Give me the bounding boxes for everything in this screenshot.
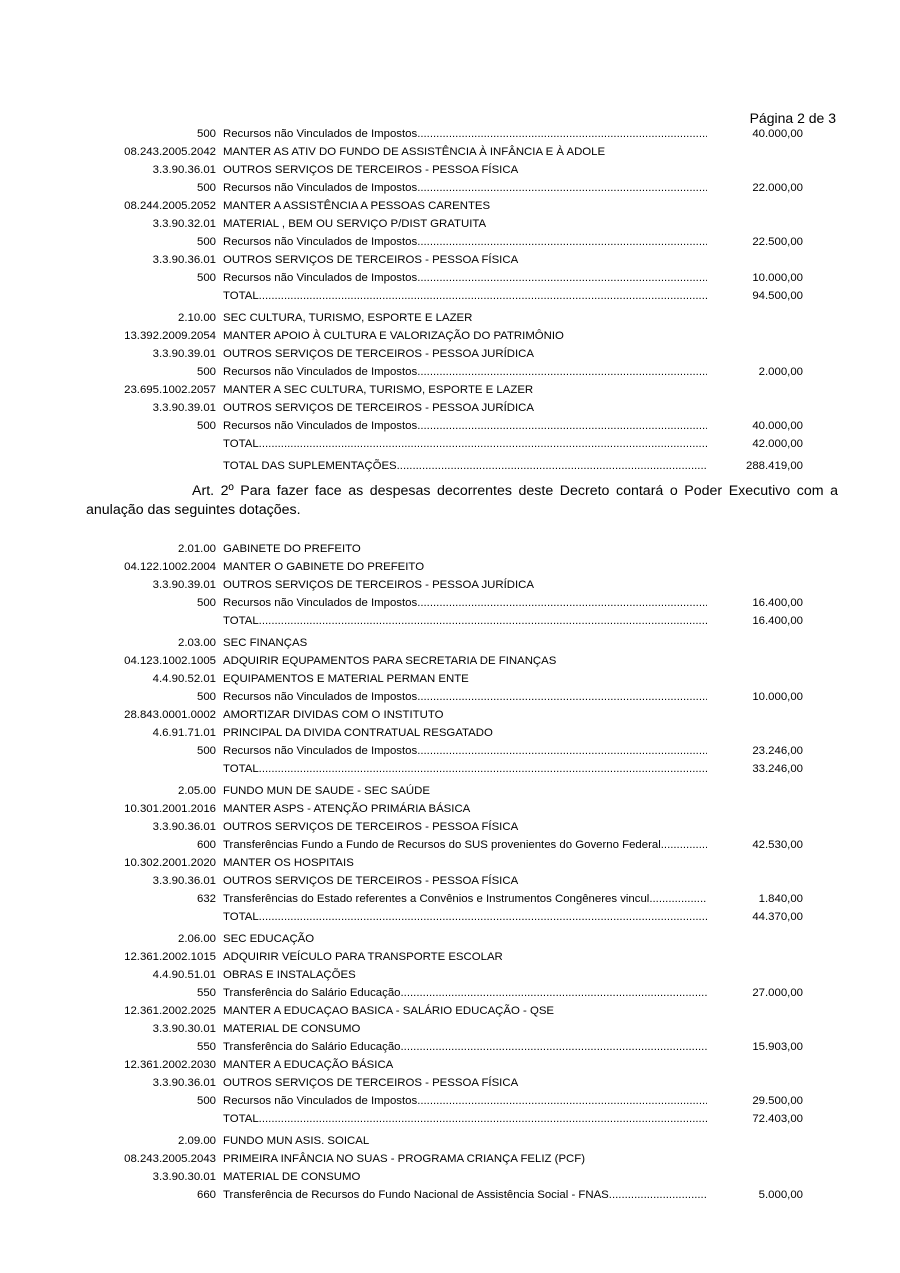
ledger-row	[0, 143, 900, 161]
row-description	[223, 1092, 707, 1110]
row-description-text: MATERIAL DE CONSUMO	[223, 1023, 361, 1035]
row-description	[223, 1056, 707, 1074]
row-code: 500	[196, 420, 216, 432]
row-description	[223, 345, 707, 363]
row-description-text: TOTAL	[223, 290, 259, 302]
row-description-text: MANTER A ASSISTÊNCIA A PESSOAS CARENTES	[223, 200, 491, 212]
row-description-text: Recursos não Vinculados de Impostos	[223, 691, 418, 703]
row-description-text: FUNDO MUN DE SAUDE - SEC SAÚDE	[223, 785, 430, 797]
row-value: 10.000,00	[752, 272, 803, 284]
ledger-row	[0, 435, 900, 453]
row-description	[223, 457, 707, 475]
row-code: 3.3.90.36.01	[152, 164, 216, 176]
row-description-text: MANTER A SEC CULTURA, TURISMO, ESPORTE E LAZER	[223, 384, 534, 396]
row-description	[223, 197, 707, 215]
ledger-row	[0, 1038, 900, 1056]
row-code: 3.3.90.30.01	[152, 1171, 216, 1183]
ledger-row	[0, 345, 900, 363]
ledger-row	[0, 540, 900, 558]
row-description-text: SEC CULTURA, TURISMO, ESPORTE E LAZER	[223, 312, 473, 324]
row-description	[223, 417, 707, 435]
row-description-text: Transferências Fundo a Fundo de Recursos do SUS provenientes do Governo Federal	[223, 839, 661, 851]
row-description-text: MANTER A EDUCAÇÃO BÁSICA	[223, 1059, 394, 1071]
row-description	[223, 612, 707, 630]
ledger-row	[0, 363, 900, 381]
row-description	[223, 309, 707, 327]
row-description	[223, 594, 707, 612]
row-code: 500	[196, 128, 216, 140]
ledger-row	[0, 233, 900, 251]
row-value: 5.000,00	[758, 1189, 803, 1201]
row-value: 27.000,00	[752, 987, 803, 999]
row-description	[223, 125, 707, 143]
row-code: 500	[196, 1095, 216, 1107]
row-description	[223, 634, 707, 652]
row-description	[223, 890, 707, 908]
ledger-row	[0, 576, 900, 594]
row-description-text: MANTER ASPS - ATENÇÃO PRIMÁRIA BÁSICA	[223, 803, 471, 815]
row-description-text: OUTROS SERVIÇOS DE TERCEIROS - PESSOA FÍSICA	[223, 254, 519, 266]
row-description	[223, 724, 707, 742]
row-code: 500	[196, 272, 216, 284]
row-value: 94.500,00	[752, 290, 803, 302]
ledger-row	[0, 612, 900, 630]
row-description-text: MANTER APOIO À CULTURA E VALORIZAÇÃO DO PATRIMÔNIO	[223, 330, 564, 342]
ledger-row	[0, 782, 900, 800]
row-description	[223, 363, 707, 381]
row-description-text: OUTROS SERVIÇOS DE TERCEIROS - PESSOA JURÍDICA	[223, 579, 534, 591]
ledger-row	[0, 706, 900, 724]
row-description	[223, 540, 707, 558]
row-description	[223, 399, 707, 417]
row-code: 13.392.2009.2054	[124, 330, 216, 342]
ledger-row	[0, 251, 900, 269]
row-code: 600	[196, 839, 216, 851]
row-description	[223, 161, 707, 179]
row-description-text: Recursos não Vinculados de Impostos	[223, 420, 418, 432]
ledger-row	[0, 760, 900, 778]
row-description	[223, 1168, 707, 1186]
row-description	[223, 1132, 707, 1150]
ledger-row	[0, 269, 900, 287]
row-description-text: Transferência do Salário Educação	[223, 1041, 401, 1053]
row-description-text: OUTROS SERVIÇOS DE TERCEIROS - PESSOA JURÍDICA	[223, 348, 534, 360]
annulment-list	[0, 540, 900, 1204]
ledger-row	[0, 125, 900, 143]
ledger-row	[0, 1168, 900, 1186]
ledger-row	[0, 984, 900, 1002]
row-code: 500	[196, 236, 216, 248]
row-code: 500	[196, 745, 216, 757]
ledger-row	[0, 930, 900, 948]
row-code: 660	[196, 1189, 216, 1201]
row-code: 10.302.2001.2020	[124, 857, 216, 869]
row-code: 550	[196, 1041, 216, 1053]
row-description	[223, 1110, 707, 1128]
row-description	[223, 836, 707, 854]
row-description-text: Recursos não Vinculados de Impostos	[223, 597, 418, 609]
row-code: 08.243.2005.2042	[124, 146, 216, 158]
row-description	[223, 706, 707, 724]
row-code: 4.4.90.51.01	[152, 969, 216, 981]
ledger-row	[0, 724, 900, 742]
row-code: 08.243.2005.2043	[124, 1153, 216, 1165]
ledger-row	[0, 1110, 900, 1128]
row-description	[223, 1038, 707, 1056]
ledger-row	[0, 197, 900, 215]
row-value: 1.840,00	[758, 893, 803, 905]
row-description-text: MANTER AS ATIV DO FUNDO DE ASSISTÊNCIA À INFÂNCIA E À ADOLE	[223, 146, 606, 158]
row-description-text: MATERIAL , BEM OU SERVIÇO P/DIST GRATUITA	[223, 218, 487, 230]
row-description-text: PRINCIPAL DA DIVIDA CONTRATUAL RESGATADO	[223, 727, 493, 739]
row-description	[223, 930, 707, 948]
row-description-text: SEC EDUCAÇÃO	[223, 933, 315, 945]
row-description-text: OUTROS SERVIÇOS DE TERCEIROS - PESSOA JURÍDICA	[223, 402, 534, 414]
row-value: 10.000,00	[752, 691, 803, 703]
row-code: 2.10.00	[177, 312, 216, 324]
row-code: 2.09.00	[177, 1135, 216, 1147]
row-description	[223, 742, 707, 760]
row-description	[223, 966, 707, 984]
ledger-row	[0, 457, 900, 475]
row-description-text: ADQUIRIR VEÍCULO PARA TRANSPORTE ESCOLAR	[223, 951, 503, 963]
row-description-text: MATERIAL DE CONSUMO	[223, 1171, 361, 1183]
ledger-row	[0, 948, 900, 966]
ledger-row	[0, 215, 900, 233]
row-code: 08.244.2005.2052	[124, 200, 216, 212]
row-description	[223, 782, 707, 800]
ledger-row	[0, 287, 900, 305]
row-code: 3.3.90.36.01	[152, 1077, 216, 1089]
ledger-row	[0, 1020, 900, 1038]
row-value: 22.500,00	[752, 236, 803, 248]
row-value: 33.246,00	[752, 763, 803, 775]
row-code: 3.3.90.32.01	[152, 218, 216, 230]
row-code: 2.06.00	[177, 933, 216, 945]
row-description	[223, 576, 707, 594]
row-description-text: Recursos não Vinculados de Impostos	[223, 1095, 418, 1107]
row-value: 40.000,00	[752, 420, 803, 432]
row-description-text: GABINETE DO PREFEITO	[223, 543, 361, 555]
ledger-row	[0, 1186, 900, 1204]
row-description	[223, 984, 707, 1002]
ledger-row	[0, 381, 900, 399]
supplementation-list	[0, 125, 900, 475]
row-description	[223, 287, 707, 305]
row-description	[223, 854, 707, 872]
row-description-text: Recursos não Vinculados de Impostos	[223, 128, 418, 140]
ledger-row	[0, 1002, 900, 1020]
row-description-text: Recursos não Vinculados de Impostos	[223, 182, 418, 194]
row-description	[223, 818, 707, 836]
row-code: 2.03.00	[177, 637, 216, 649]
page-number: Página 2 de 3	[749, 110, 836, 126]
ledger-row	[0, 1132, 900, 1150]
row-code: 12.361.2002.2030	[124, 1059, 216, 1071]
row-value: 72.403,00	[752, 1113, 803, 1125]
row-code: 12.361.2002.1015	[124, 951, 216, 963]
ledger-row	[0, 1092, 900, 1110]
row-code: 3.3.90.39.01	[152, 402, 216, 414]
ledger-row	[0, 670, 900, 688]
row-code: 500	[196, 597, 216, 609]
row-code: 2.01.00	[177, 543, 216, 555]
row-code: 632	[196, 893, 216, 905]
row-description-text: TOTAL	[223, 615, 259, 627]
ledger-row	[0, 634, 900, 652]
row-code: 3.3.90.39.01	[152, 579, 216, 591]
row-description	[223, 908, 707, 926]
row-description	[223, 381, 707, 399]
row-description-text: Recursos não Vinculados de Impostos	[223, 745, 418, 757]
row-description	[223, 143, 707, 161]
row-code: 500	[196, 182, 216, 194]
row-description-text: SEC FINANÇAS	[223, 637, 308, 649]
row-value: 288.419,00	[745, 460, 803, 472]
ledger-row	[0, 966, 900, 984]
row-description	[223, 1002, 707, 1020]
row-description-text: Transferência do Salário Educação	[223, 987, 401, 999]
row-description-text: OUTROS SERVIÇOS DE TERCEIROS - PESSOA FÍSICA	[223, 821, 519, 833]
row-description	[223, 1074, 707, 1092]
ledger-row	[0, 742, 900, 760]
row-description	[223, 215, 707, 233]
row-code: 500	[196, 691, 216, 703]
row-description	[223, 233, 707, 251]
row-code: 500	[196, 366, 216, 378]
ledger-row	[0, 836, 900, 854]
row-description-text: TOTAL	[223, 763, 259, 775]
row-code: 3.3.90.36.01	[152, 875, 216, 887]
row-code: 3.3.90.39.01	[152, 348, 216, 360]
row-description-text: TOTAL DAS SUPLEMENTAÇÕES	[223, 460, 397, 472]
row-code: 3.3.90.30.01	[152, 1023, 216, 1035]
ledger-row	[0, 399, 900, 417]
ledger-row	[0, 908, 900, 926]
row-description-text: FUNDO MUN ASIS. SOICAL	[223, 1135, 370, 1147]
row-code: 2.05.00	[177, 785, 216, 797]
ledger-row	[0, 309, 900, 327]
row-value: 15.903,00	[752, 1041, 803, 1053]
ledger-row	[0, 652, 900, 670]
row-value: 22.000,00	[752, 182, 803, 194]
row-description	[223, 179, 707, 197]
row-description-text: OUTROS SERVIÇOS DE TERCEIROS - PESSOA FÍSICA	[223, 1077, 519, 1089]
row-description	[223, 1150, 707, 1168]
row-value: 16.400,00	[752, 615, 803, 627]
row-code: 3.3.90.36.01	[152, 254, 216, 266]
row-value: 42.530,00	[752, 839, 803, 851]
ledger-row	[0, 179, 900, 197]
row-code: 28.843.0001.0002	[124, 709, 216, 721]
row-description-text: MANTER OS HOSPITAIS	[223, 857, 354, 869]
row-description-text: OBRAS E INSTALAÇÕES	[223, 969, 356, 981]
row-code: 23.695.1002.2057	[124, 384, 216, 396]
row-description	[223, 1186, 707, 1204]
row-description	[223, 435, 707, 453]
row-code: 4.6.91.71.01	[152, 727, 216, 739]
row-code: 4.4.90.52.01	[152, 673, 216, 685]
row-description-text: MANTER O GABINETE DO PREFEITO	[223, 561, 425, 573]
row-code: 04.123.1002.1005	[124, 655, 216, 667]
row-description-text: AMORTIZAR DIVIDAS COM O INSTITUTO	[223, 709, 444, 721]
row-value: 42.000,00	[752, 438, 803, 450]
row-code: 3.3.90.36.01	[152, 821, 216, 833]
row-description-text: Transferências do Estado referentes a Convênios e Instrumentos Congêneres vincul	[223, 893, 650, 905]
row-code: 04.122.1002.2004	[124, 561, 216, 573]
row-value: 29.500,00	[752, 1095, 803, 1107]
row-description-text: TOTAL	[223, 911, 259, 923]
row-description-text: Recursos não Vinculados de Impostos	[223, 366, 418, 378]
row-description-text: MANTER A EDUCAÇAO BASICA - SALÁRIO EDUCAÇÃO - QSE	[223, 1005, 555, 1017]
row-value: 2.000,00	[758, 366, 803, 378]
row-value: 16.400,00	[752, 597, 803, 609]
ledger-row	[0, 161, 900, 179]
ledger-row	[0, 854, 900, 872]
row-description-text: Recursos não Vinculados de Impostos	[223, 272, 418, 284]
row-description	[223, 558, 707, 576]
row-code: 10.301.2001.2016	[124, 803, 216, 815]
row-description	[223, 948, 707, 966]
article-paragraph: Art. 2º Para fazer face as despesas decorrentes deste Decreto contará o Poder Executivo com a anulação das seguintes dotações.	[86, 483, 838, 518]
ledger-row	[0, 1056, 900, 1074]
row-description-text: ADQUIRIR EQUPAMENTOS PARA SECRETARIA DE FINANÇAS	[223, 655, 557, 667]
row-description	[223, 269, 707, 287]
row-description	[223, 760, 707, 778]
row-value: 23.246,00	[752, 745, 803, 757]
row-value: 40.000,00	[752, 128, 803, 140]
ledger-row	[0, 872, 900, 890]
ledger-row	[0, 818, 900, 836]
row-value: 44.370,00	[752, 911, 803, 923]
ledger-row	[0, 890, 900, 908]
row-description-text: Recursos não Vinculados de Impostos	[223, 236, 418, 248]
ledger-row	[0, 558, 900, 576]
row-code: 550	[196, 987, 216, 999]
row-description-text: TOTAL	[223, 1113, 259, 1125]
row-description-text: PRIMEIRA INFÂNCIA NO SUAS - PROGRAMA CRIANÇA FELIZ (PCF)	[223, 1153, 586, 1165]
ledger-row	[0, 688, 900, 706]
row-description	[223, 872, 707, 890]
row-description	[223, 800, 707, 818]
row-description	[223, 652, 707, 670]
row-description	[223, 327, 707, 345]
ledger-row	[0, 594, 900, 612]
ledger-row	[0, 800, 900, 818]
row-description	[223, 688, 707, 706]
row-description-text: TOTAL	[223, 438, 259, 450]
ledger-row	[0, 1074, 900, 1092]
row-description-text: OUTROS SERVIÇOS DE TERCEIROS - PESSOA FÍSICA	[223, 164, 519, 176]
row-description-text: Transferência de Recursos do Fundo Nacional de Assistência Social - FNAS	[223, 1189, 609, 1201]
row-description-text: EQUIPAMENTOS E MATERIAL PERMAN ENTE	[223, 673, 469, 685]
row-description	[223, 1020, 707, 1038]
row-description-text: OUTROS SERVIÇOS DE TERCEIROS - PESSOA FÍSICA	[223, 875, 519, 887]
row-code: 12.361.2002.2025	[124, 1005, 216, 1017]
row-description	[223, 670, 707, 688]
row-description	[223, 251, 707, 269]
ledger-row	[0, 1150, 900, 1168]
ledger-row	[0, 327, 900, 345]
ledger-row	[0, 417, 900, 435]
